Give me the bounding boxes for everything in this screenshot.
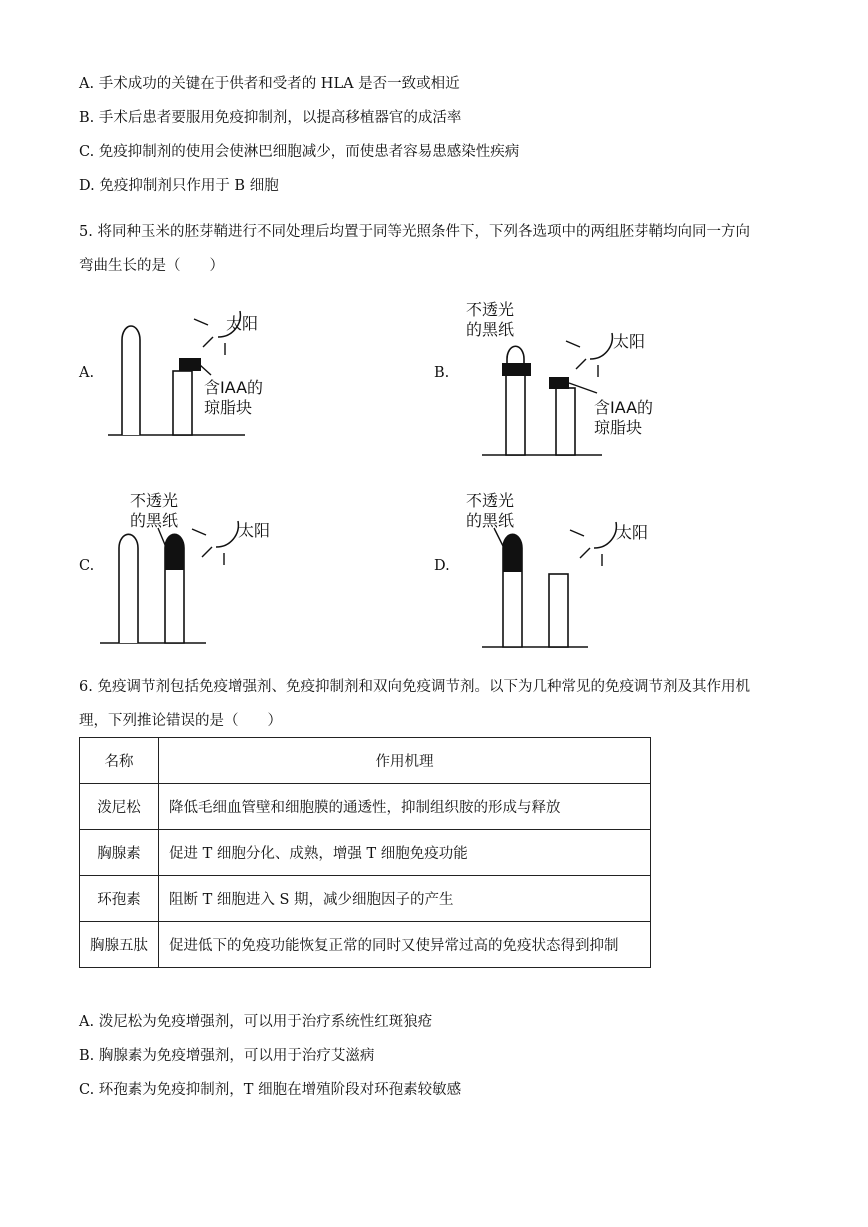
black-paper-cap (165, 534, 184, 570)
table-header-row (80, 738, 651, 784)
drug-mechanism: 阻断 T 细胞进入 S 期，减少细胞因子的产生 (159, 876, 651, 922)
table-row (80, 784, 651, 830)
paper-label-2: 的黑纸 (466, 320, 515, 339)
paper-label-1: 不透光 (130, 491, 179, 510)
drug-name: 泼尼松 (80, 784, 159, 830)
paper-label-2: 的黑纸 (466, 511, 515, 530)
q5-stem-line2: 弯曲生长的是（ ） (79, 258, 224, 274)
paper-label-1: 不透光 (466, 491, 515, 510)
coleoptile-decapitated (549, 574, 568, 647)
black-paper-cap (503, 534, 522, 572)
header-mechanism: 作用机理 (159, 738, 651, 784)
sun-label: 太阳 (226, 314, 259, 333)
coleoptile-right (556, 388, 575, 455)
drug-mechanism: 促进 T 细胞分化、成熟，增强 T 细胞免疫功能 (159, 830, 651, 876)
agar-label-1: 含IAA的 (204, 378, 264, 397)
drug-name: 环孢素 (80, 876, 159, 922)
sun-icon (192, 521, 238, 565)
agar-label-2: 琼脂块 (594, 418, 643, 437)
sun-label: 太阳 (238, 521, 271, 540)
drug-mechanism: 降低毛细血管壁和细胞膜的通透性，抑制组织胺的形成与释放 (159, 784, 651, 830)
figure-a (100, 305, 300, 440)
drug-name: 胸腺五肽 (80, 922, 159, 968)
q4-option-d: D. 免疫抑制剂只作用于 B 细胞 (79, 178, 279, 194)
q4-option-b: B. 手术后患者要服用免疫抑制剂，以提高移植器官的成活率 (79, 110, 462, 126)
q4-option-a: A. 手术成功的关键在于供者和受者的 HLA 是否一致或相近 (79, 76, 460, 92)
agar-label-1: 含IAA的 (594, 398, 654, 417)
figure-b (460, 295, 690, 463)
coleoptile-intact (122, 326, 140, 435)
figure-d (460, 488, 690, 653)
mechanism-table (79, 737, 651, 968)
q5-label-c: C. (79, 558, 95, 574)
sun-icon (566, 333, 612, 377)
agar-label-2: 琼脂块 (204, 398, 253, 417)
q6-option-b: B. 胸腺素为免疫增强剂，可以用于治疗艾滋病 (79, 1048, 375, 1064)
q6-option-a: A. 泼尼松为免疫增强剂，可以用于治疗系统性红斑狼疮 (79, 1014, 433, 1030)
q5-label-d: D. (434, 558, 450, 574)
q5-stem-line1: 5. 将同种玉米的胚芽鞘进行不同处理后均置于同等光照条件下，下列各选项中的两组胚芽鞘均向同一方向 (79, 224, 750, 240)
agar-block (179, 358, 201, 371)
q4-option-c: C. 免疫抑制剂的使用会使淋巴细胞减少，而使患者容易患感染性疾病 (79, 144, 520, 160)
drug-mechanism: 促进低下的免疫功能恢复正常的同时又使异常过高的免疫状态得到抑制 (159, 922, 651, 968)
agar-block (549, 377, 569, 389)
sun-label: 太阳 (616, 523, 649, 542)
q6-stem-line2: 理，下列推论错误的是（ ） (79, 713, 282, 729)
q6-option-c: C. 环孢素为免疫抑制剂，T 细胞在增殖阶段对环孢素较敏感 (79, 1082, 462, 1098)
q5-label-b: B. (434, 365, 450, 381)
black-paper-band (502, 363, 531, 376)
q6-stem-line1: 6. 免疫调节剂包括免疫增强剂、免疫抑制剂和双向免疫调节剂。以下为几种常见的免疫调节剂及其作用机 (79, 679, 750, 695)
header-name: 名称 (80, 738, 159, 784)
table-row (80, 876, 651, 922)
q5-label-a: A. (79, 365, 95, 381)
table-row (80, 830, 651, 876)
coleoptile-left (506, 375, 525, 455)
sun-label: 太阳 (613, 332, 646, 351)
paper-label-2: 的黑纸 (130, 511, 179, 530)
coleoptile-intact (119, 534, 138, 643)
sun-icon (570, 522, 616, 566)
figure-c (100, 488, 300, 648)
paper-label-1: 不透光 (466, 300, 515, 319)
drug-name: 胸腺素 (80, 830, 159, 876)
table-row (80, 922, 651, 968)
coleoptile-tip (507, 346, 524, 363)
coleoptile-decapitated (173, 371, 192, 435)
